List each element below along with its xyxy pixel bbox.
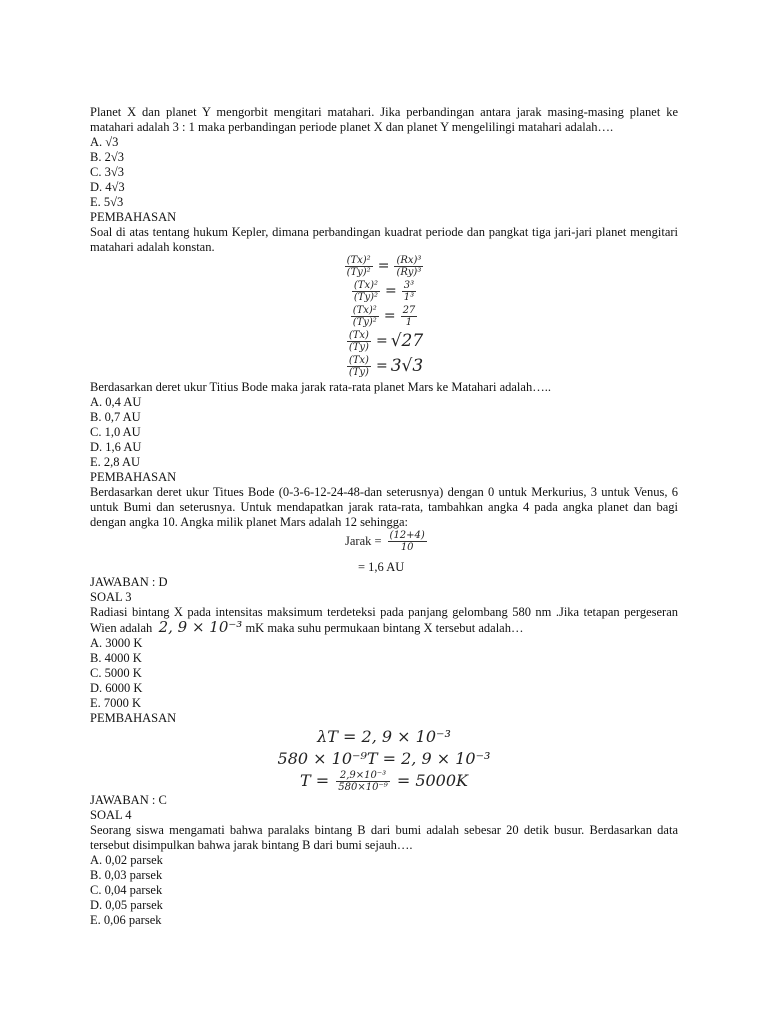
kepler-eq-3: $\frac{\text{(Tx)²}}{\text{(Ty)²}}$ = $\frac{27}{1}$ xyxy=(352,305,416,328)
q4-option-b: B. 0,03 parsek xyxy=(90,868,163,882)
q1-question: Planet X dan planet Y mengorbit mengitari matahari. Jika perbandingan antara jarak masing-masing planet ke matahari adalah 3 : 1 maka perbandingan periode planet X dan planet Y mengelilingi matahari adalah…. xyxy=(90,105,678,134)
q2-option-e: E. 2,8 AU xyxy=(90,455,140,469)
q3-option-a: A. 3000 K xyxy=(90,636,143,650)
q3-option-b: B. 4000 K xyxy=(90,651,142,665)
q3-pembahasan-label: PEMBAHASAN xyxy=(90,711,177,725)
q1-option-e: E. 5√3 xyxy=(90,195,124,209)
q3-option-c: C. 5000 K xyxy=(90,666,142,680)
jarak-numerator: (12+4) xyxy=(389,530,425,541)
q2-pembahasan-label: PEMBAHASAN xyxy=(90,470,177,484)
q1-explanation: Soal di atas tentang hukum Kepler, dimana perbandingan kuadrat periode dan pangkat tiga jari-jari planet mengitari matahari adalah konstan. xyxy=(90,225,678,254)
q4-option-c: C. 0,04 parsek xyxy=(90,883,163,897)
q4-option-e: E. 0,06 parsek xyxy=(90,913,162,927)
q1-option-b: B. 2√3 xyxy=(90,150,124,164)
q2-option-d: D. 1,6 AU xyxy=(90,440,142,454)
q2-answer: JAWABAN : D xyxy=(90,575,168,589)
wien-eq-1: λT = 2, 9 × 10⁻³ xyxy=(317,727,451,746)
jarak-label: Jarak = xyxy=(345,534,382,548)
q3-question: Radiasi bintang X pada intensitas maksimum terdeteksi pada panjang gelombang 580 nm .Jika tetapan pergeseran Wien adalah 2, 9 × 10⁻³ mK maka suhu permukaan bintang X tersebut adalah… xyxy=(90,605,678,636)
q3-option-d: D. 6000 K xyxy=(90,681,143,695)
kepler-eq-2: $\frac{\text{(Tx)²}}{\text{(Ty)²}}$ = $\frac{\text{3³}}{\text{1³}}$ xyxy=(353,280,415,303)
kepler-eq-1: $\frac{\text{(Tx)²}}{\text{(Ty)²}}$ = $\frac{\text{(Rx)³}}{\text{(Ry)³}}$ xyxy=(346,255,422,278)
q4-question: Seorang siswa mengamati bahwa paralaks bintang B dari bumi adalah sebesar 20 detik busur. Berdasarkan data tersebut disimpulkan bahwa jarak bintang B dari bumi sejauh…. xyxy=(90,823,678,852)
document-page xyxy=(90,105,678,928)
q4-option-d: D. 0,05 parsek xyxy=(90,898,163,912)
q3-answer: JAWABAN : C xyxy=(90,793,167,807)
q3-title: SOAL 3 xyxy=(90,590,132,604)
q2-question: Berdasarkan deret ukur Titius Bode maka jarak rata-rata planet Mars ke Matahari adalah….. xyxy=(90,380,551,394)
q1-option-a: A. √3 xyxy=(90,135,119,149)
q3-wien-equations xyxy=(90,726,678,793)
q3-option-e: E. 7000 K xyxy=(90,696,142,710)
q4-title: SOAL 4 xyxy=(90,808,132,822)
q2-jarak-result: = 1,6 AU xyxy=(358,560,405,574)
kepler-eq-5: $\frac{(Tx)}{(Ty)}$ = 3√3 xyxy=(348,355,424,378)
q1-option-d: D. 4√3 xyxy=(90,180,125,194)
q2-explanation: Berdasarkan deret ukur Titues Bode (0-3-6-12-24-48-dan seterusnya) dengan 0 untuk Merkurius, 3 untuk Venus, 6 untuk Bumi dan seterusnya. Untuk mendapatkan jarak rata-rata, tambahkan angka 4 pada angka planet dan bagi dengan angka 10. Angka milik planet Mars adalah 12 sehingga: xyxy=(90,485,678,529)
wien-eq-2: 580 × 10⁻⁹T = 2, 9 × 10⁻³ xyxy=(277,749,491,768)
kepler-eq-4: $\frac{(Tx)}{(Ty)}$ = √27 xyxy=(348,330,424,353)
q4-option-a: A. 0,02 parsek xyxy=(90,853,163,867)
wien-constant: 2, 9 × 10⁻³ xyxy=(158,618,243,636)
q2-option-c: C. 1,0 AU xyxy=(90,425,141,439)
q2-option-b: B. 0,7 AU xyxy=(90,410,141,424)
q1-pembahasan-label: PEMBAHASAN xyxy=(90,210,177,224)
q1-option-c: C. 3√3 xyxy=(90,165,124,179)
q2-jarak-formula xyxy=(345,530,678,560)
q2-option-a: A. 0,4 AU xyxy=(90,395,142,409)
q1-kepler-equations xyxy=(90,255,678,380)
jarak-denominator: 10 xyxy=(400,542,414,553)
wien-eq-3: T = $\frac{\text{2,9×10⁻³}}{\text{580×10⁻⁹}}$ = 5000K xyxy=(299,770,468,793)
